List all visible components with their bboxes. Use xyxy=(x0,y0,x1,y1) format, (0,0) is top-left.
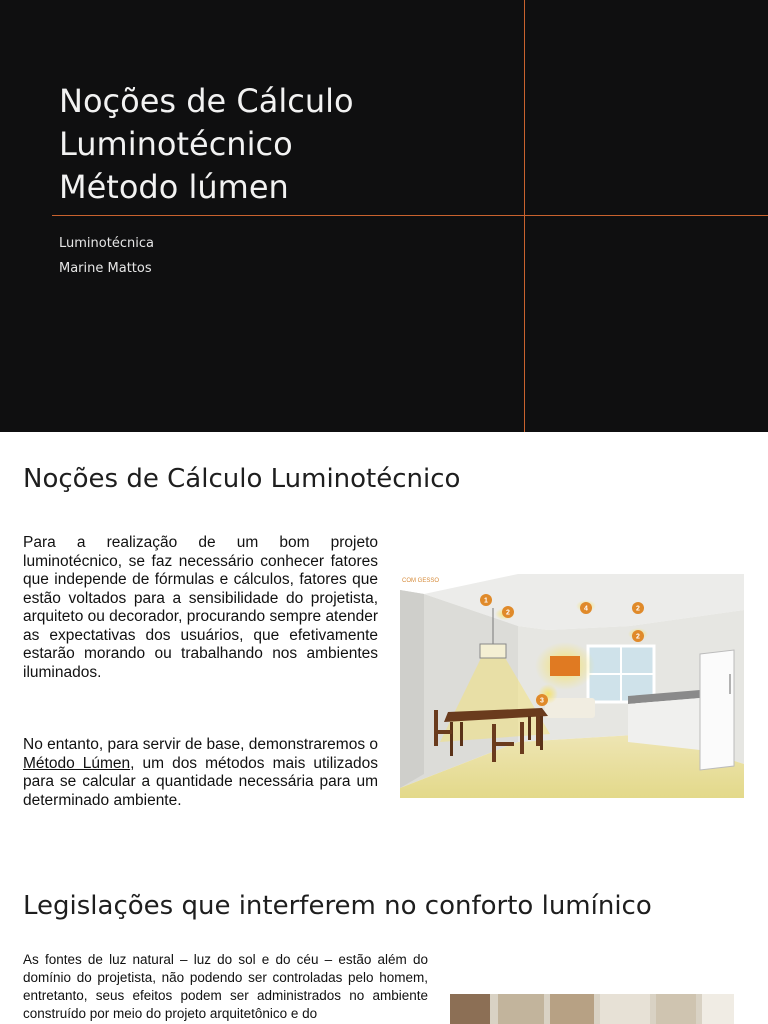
title-line-3: Método lúmen xyxy=(59,168,289,206)
marker-4-label: 4 xyxy=(584,605,588,613)
section-heading-legislation: Legislações que interferem no conforto lumínico xyxy=(23,891,652,921)
slide-subtitle-block xyxy=(59,231,154,281)
marker-3-label: 3 xyxy=(540,697,544,705)
section-heading: Noções de Cálculo Luminotécnico xyxy=(23,464,461,494)
paragraph-intro: Para a realização de um bom projeto luminotécnico, se faz necessário conhecer fatores que independe de fórmulas e cálculos, fatores que estão voltados para a sensibilidade do projetista, arquiteto ou decorador, procurando sempre atender as expectativas dos usuários, que efetivamente estarão morando ou trabalhando nos ambientes iluminados. xyxy=(23,534,379,681)
title-line-2: Luminotécnico xyxy=(59,125,293,163)
marker-1-label: 1 xyxy=(484,597,488,605)
interior-photo xyxy=(450,994,734,1024)
marker-2c-label: 2 xyxy=(636,633,640,641)
accent-vertical-line xyxy=(524,0,525,432)
paragraph-method xyxy=(23,736,378,810)
paragraph-natural-light: As fontes de luz natural – luz do sol e do céu – estão além do domínio do projetista, não podendo ser controladas pelo homem, entretanto, seus efeitos podem ser administrados no ambiente construído por meio do projeto arquitetônico e do xyxy=(23,952,428,1021)
title-line-1: Noções de Cálculo xyxy=(59,82,354,120)
marker-2b-label: 2 xyxy=(636,605,640,613)
title-slide xyxy=(0,0,768,432)
metodo-lumen-link[interactable]: Método Lúmen xyxy=(23,754,131,772)
accent-horizontal-line xyxy=(52,215,768,216)
paragraph-method-end: , um dos métodos mais utilizados para se calcular a quantidade necessária para um determinado ambiente. xyxy=(23,754,378,809)
marker-2a-label: 2 xyxy=(506,609,510,617)
paragraph-method-start: No entanto, para servir de base, demonstraremos o xyxy=(23,736,378,753)
illustration-label: COM GESSO xyxy=(402,578,440,584)
slide-title xyxy=(59,80,354,209)
room-lighting-illustration xyxy=(400,574,744,798)
slide-author: Marine Mattos xyxy=(59,261,152,276)
slide-subtitle: Luminotécnica xyxy=(59,236,154,251)
